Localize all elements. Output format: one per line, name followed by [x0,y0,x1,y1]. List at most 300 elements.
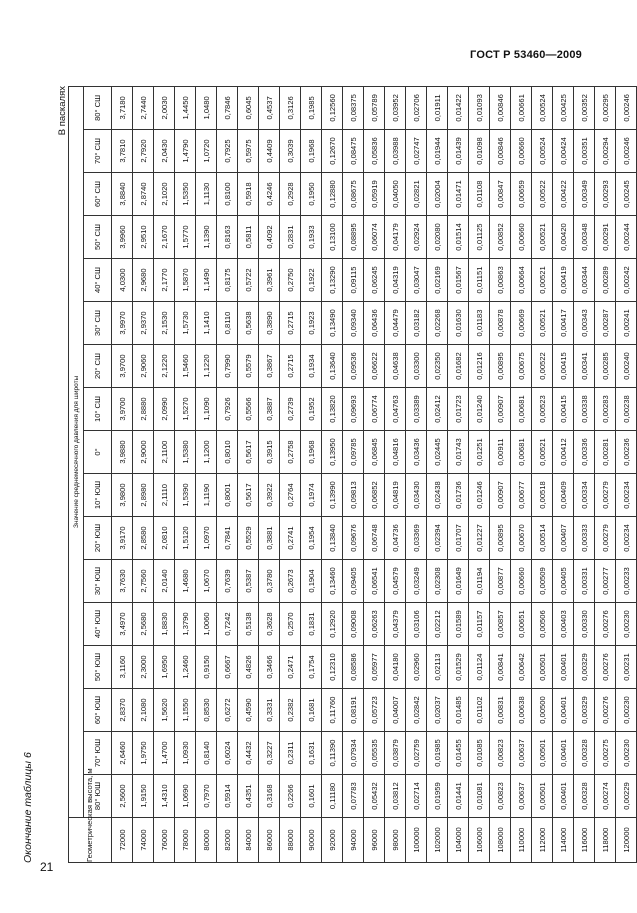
pressure-cell: 0,01736 [448,474,469,517]
pressure-cell: 0,4092 [259,216,280,259]
pressure-cell: 0,00236 [616,431,637,474]
pressure-cell: 0,01102 [469,689,490,732]
pressure-cell: 0,00276 [595,603,616,646]
pressure-cell: 0,3961 [259,259,280,302]
pressure-cell: 0,4246 [259,173,280,216]
pressure-cell: 2,0990 [154,388,175,431]
pressure-cell: 0,2739 [280,388,301,431]
pressure-cell: 0,01151 [469,259,490,302]
pressure-cell: 0,2673 [280,560,301,603]
pressure-cell: 0,12310 [322,646,343,689]
pressure-cell: 0,00524 [532,86,553,129]
pressure-cell: 0,00294 [595,130,616,173]
pressure-cell: 0,01723 [448,388,469,431]
pressure-cell: 2,0430 [154,130,175,173]
table-row [364,86,385,862]
pressure-cell: 0,5617 [238,474,259,517]
pressure-cell: 0,00514 [532,517,553,560]
pressure-cell: 0,00338 [574,388,595,431]
pressure-cell: 0,01251 [469,431,490,474]
pressure-cell: 0,05836 [364,130,385,173]
pressure-cell: 0,01125 [469,216,490,259]
pressure-cell: 0,00637 [511,775,532,818]
pressure-cell: 0,06774 [364,388,385,431]
table-row [301,86,322,862]
pressure-cell: 0,04379 [385,603,406,646]
pressure-cell: 0,9150 [196,646,217,689]
pressure-cell: 1,1390 [196,216,217,259]
pressure-cell: 0,2831 [280,216,301,259]
pressure-cell: 0,7639 [217,560,238,603]
pressure-cell: 1,5460 [175,345,196,388]
pressure-cell: 0,13100 [322,216,343,259]
pressure-cell: 0,11180 [322,775,343,818]
table-row [322,86,343,862]
pressure-cell: 2,1530 [154,302,175,345]
pressure-cell: 0,00329 [574,689,595,732]
pressure-cell: 0,00911 [490,431,511,474]
pressure-cell: 0,05977 [364,646,385,689]
pressure-cell: 2,1100 [154,431,175,474]
height-cell: 86000 [259,818,280,863]
pressure-cell: 1,5620 [154,689,175,732]
table-row [469,86,490,862]
pressure-cell: 2,7440 [133,86,154,129]
pressure-cell: 0,01194 [469,560,490,603]
pressure-cell: 0,00660 [511,560,532,603]
pressure-cell: 0,01246 [469,474,490,517]
pressure-cell: 1,5350 [175,173,196,216]
pressure-cell: 0,00420 [553,216,574,259]
pressure-cell: 0,00328 [574,732,595,775]
pressure-cell: 0,02842 [406,689,427,732]
table-row [574,86,595,862]
pressure-cell: 0,00907 [490,388,511,431]
pressure-cell: 0,13290 [322,259,343,302]
pressure-cell: 0,01422 [448,86,469,129]
pressure-cell: 0,4537 [259,86,280,129]
pressure-cell: 0,01157 [469,603,490,646]
height-cell: 106000 [469,818,490,863]
pressure-cell: 0,4409 [259,130,280,173]
pressure-cell: 2,1020 [154,173,175,216]
pressure-cell: 0,00637 [511,732,532,775]
pressure-cell: 0,03300 [406,345,427,388]
height-cell: 88000 [280,818,301,863]
pressure-cell: 3,9970 [112,302,133,345]
pressure-cell: 0,00675 [511,345,532,388]
pressure-cell: 0,00246 [616,86,637,129]
pressure-cell: 0,00334 [574,474,595,517]
pressure-cell: 0,6024 [217,732,238,775]
pressure-cell: 0,02113 [427,646,448,689]
pressure-cell: 0,2715 [280,345,301,388]
pressure-cell: 1,9150 [133,775,154,818]
pressure-cell: 0,00336 [574,431,595,474]
pressure-cell: 0,00412 [553,431,574,474]
pressure-cell: 0,00281 [595,431,616,474]
pressure-cell: 3,9960 [112,216,133,259]
pressure-cell: 0,00330 [574,603,595,646]
pressure-cell: 0,01455 [448,732,469,775]
pressure-cell: 0,00348 [574,216,595,259]
pressure-cell: 0,00283 [595,388,616,431]
pressure-cell: 0,03988 [385,130,406,173]
pressure-cell: 0,00245 [616,173,637,216]
pressure-cell: 0,11390 [322,732,343,775]
column-header: 50° ЮШ [84,646,112,689]
pressure-cell: 0,09813 [343,474,364,517]
pressure-cell: 0,00501 [532,646,553,689]
column-header: 40° СШ [84,259,112,302]
pressure-cell: 0,00274 [595,775,616,818]
height-cell: 120000 [616,818,637,863]
column-header: 50° СШ [84,216,112,259]
pressure-cell: 0,05919 [364,173,385,216]
pressure-cell: 0,01944 [427,130,448,173]
pressure-cell: 2,9510 [133,216,154,259]
pressure-cell: 0,00522 [532,345,553,388]
pressure-cell: 0,3915 [259,431,280,474]
pressure-cell: 1,1550 [175,689,196,732]
pressure-cell: 0,5975 [238,130,259,173]
pressure-cell: 0,03369 [406,517,427,560]
pressure-cell: 2,5680 [133,603,154,646]
pressure-cell: 0,00521 [532,302,553,345]
pressure-cell: 0,00242 [616,259,637,302]
pressure-cell: 3,9700 [112,345,133,388]
pressure-cell: 2,0810 [154,517,175,560]
pressure-cell: 0,01098 [469,130,490,173]
pressure-cell: 1,0060 [196,603,217,646]
pressure-cell: 0,00878 [490,302,511,345]
pressure-cell: 0,00863 [490,259,511,302]
pressure-cell: 0,00417 [553,302,574,345]
pressure-cell: 1,9750 [133,732,154,775]
pressure-cell: 0,00681 [511,431,532,474]
pressure-cell: 1,5730 [175,302,196,345]
pressure-cell: 0,00523 [532,388,553,431]
pressure-cell: 0,00343 [574,302,595,345]
pressure-cell: 0,5579 [238,345,259,388]
pressure-cell: 0,05789 [364,86,385,129]
pressure-cell: 0,2311 [280,732,301,775]
pressure-cell: 0,5529 [238,517,259,560]
pressure-cell: 1,5120 [175,517,196,560]
pressure-cell: 0,00651 [511,603,532,646]
table-row [553,86,574,862]
pressure-cell: 0,00425 [553,86,574,129]
pressure-cell: 1,4310 [154,775,175,818]
column-header: 80° ЮШ [84,775,112,818]
pressure-cell: 2,9000 [133,431,154,474]
pressure-cell: 0,00681 [511,388,532,431]
table-row [196,86,217,862]
pressure-cell: 0,00877 [490,560,511,603]
pressure-cell: 1,1090 [196,388,217,431]
column-header: 40° ЮШ [84,603,112,646]
pressure-cell: 1,1410 [196,302,217,345]
pressure-cell: 0,01567 [448,259,469,302]
pressure-cell: 0,03812 [385,775,406,818]
height-cell: 102000 [427,818,448,863]
table-row [133,86,154,862]
pressure-cell: 3,7630 [112,560,133,603]
pressure-cell: 0,08375 [343,86,364,129]
pressure-cell: 1,5270 [175,388,196,431]
pressure-cell: 0,8100 [217,173,238,216]
pressure-cell: 0,5138 [238,603,259,646]
pressure-cell: 0,00352 [574,86,595,129]
pressure-cell: 2,6460 [112,732,133,775]
pressure-cell: 0,00279 [595,517,616,560]
pressure-cell: 0,00401 [553,775,574,818]
pressure-cell: 1,0970 [196,517,217,560]
pressure-cell: 0,00289 [595,259,616,302]
pressure-cell: 0,02308 [427,560,448,603]
height-cell: 78000 [175,818,196,863]
pressure-cell: 0,02169 [427,259,448,302]
pressure-cell: 0,00285 [595,345,616,388]
pressure-cell: 0,1985 [301,86,322,129]
height-cell: 74000 [133,818,154,863]
pressure-cell: 0,3881 [259,517,280,560]
pressure-cell: 0,00522 [532,173,553,216]
pressure-cell: 0,01240 [469,388,490,431]
pressure-cell: 0,13990 [322,474,343,517]
table-row [616,86,637,862]
pressure-cell: 0,00234 [616,517,637,560]
pressure-cell: 0,8001 [217,474,238,517]
height-cell: 100000 [406,818,427,863]
pressure-cell: 0,00841 [490,646,511,689]
pressure-cell: 0,01216 [469,345,490,388]
pressure-cell: 0,00524 [532,130,553,173]
pressure-cell: 0,4590 [238,689,259,732]
table-row [343,86,364,862]
pressure-cell: 0,00328 [574,775,595,818]
pressure-cell: 1,4790 [175,130,196,173]
table-row [490,86,511,862]
pressure-cell: 2,1080 [133,689,154,732]
pressure-cell: 2,9060 [133,345,154,388]
pressure-cell: 1,1220 [196,345,217,388]
pressure-cell: 0,05723 [364,689,385,732]
pressure-cell: 0,00677 [511,474,532,517]
rotated-table-area [14,83,631,863]
pressure-cell: 0,01081 [469,775,490,818]
table-row [511,86,532,862]
pressure-cell: 0,00291 [595,216,616,259]
pressure-cell: 2,8880 [133,388,154,431]
pressure-cell: 0,8110 [217,302,238,345]
pressure-cell: 0,00852 [490,216,511,259]
pressure-cell: 0,3331 [259,689,280,732]
pressure-cell: 0,1904 [301,560,322,603]
pressure-cell: 0,06541 [364,560,385,603]
pressure-cell: 0,09676 [343,517,364,560]
pressure-cell: 2,9370 [133,302,154,345]
pressure-cell: 0,00275 [595,732,616,775]
pressure-cell: 1,5770 [175,216,196,259]
pressure-cell: 0,00670 [511,517,532,560]
pressure-cell: 0,06263 [364,603,385,646]
pressure-cell: 0,08675 [343,173,364,216]
pressure-cell: 0,8530 [196,689,217,732]
pressure-cell: 0,07783 [343,775,364,818]
pressure-cell: 0,00241 [616,302,637,345]
pressure-cell: 3,1160 [112,646,133,689]
height-cell: 112000 [532,818,553,863]
pressure-cell: 0,01441 [448,775,469,818]
table-row [427,86,448,862]
pressure-cell: 0,1968 [301,130,322,173]
pressure-cell: 0,7846 [217,86,238,129]
pressure-cell: 0,00638 [511,689,532,732]
standard-header: ГОСТ Р 53460—2009 [470,49,582,61]
pressure-cell: 0,00331 [574,560,595,603]
pressure-cell: 0,2266 [280,775,301,818]
pressure-cell: 1,0690 [175,775,196,818]
pressure-cell: 0,5638 [238,302,259,345]
pressure-cell: 0,00847 [490,173,511,216]
pressure-cell: 1,4700 [154,732,175,775]
table-row [154,86,175,862]
pressure-cell: 0,11760 [322,689,343,732]
pressure-cell: 0,01911 [427,86,448,129]
pressure-cell: 0,00403 [553,603,574,646]
pressure-cell: 0,7990 [217,345,238,388]
pressure-cell: 0,03879 [385,732,406,775]
pressure-cell: 3,8840 [112,173,133,216]
pressure-cell: 0,2570 [280,603,301,646]
pressure-cell: 0,00240 [616,345,637,388]
pressure-cell: 2,5600 [112,775,133,818]
pressure-cell: 0,00230 [616,689,637,732]
pressure-cell: 0,00409 [553,474,574,517]
pressure-cell: 0,1923 [301,302,322,345]
pressure-cell: 0,00351 [574,130,595,173]
pressure-cell: 0,02412 [427,388,448,431]
group-header: Значение среднемесячного давления для широты [69,86,84,817]
pressure-cell: 0,1922 [301,259,322,302]
pressure-cell: 0,00857 [490,603,511,646]
pressure-cell: 3,9800 [112,474,133,517]
pressure-cell: 1,0930 [175,732,196,775]
pressure-cell: 0,1950 [301,173,322,216]
pressure-cell: 0,01682 [448,345,469,388]
pressure-cell: 0,02747 [406,130,427,173]
pressure-cell: 0,00231 [616,646,637,689]
column-header: 60° ЮШ [84,689,112,732]
height-cell: 82000 [217,818,238,863]
pressure-cell: 0,00642 [511,646,532,689]
table-row [406,86,427,862]
pressure-cell: 0,00401 [553,646,574,689]
pressure-cell: 0,06245 [364,259,385,302]
height-cell: 118000 [595,818,616,863]
pressure-cell: 0,00907 [490,474,511,517]
pressure-cell: 0,07934 [343,732,364,775]
pressure-cell: 0,09785 [343,431,364,474]
pressure-cell: 0,4432 [238,732,259,775]
pressure-cell: 0,00230 [616,732,637,775]
pressure-cell: 0,13460 [322,560,343,603]
pressure-cell: 2,7560 [133,560,154,603]
pressure-cell: 1,2460 [175,646,196,689]
pressure-cell: 0,5914 [217,775,238,818]
pressure-cell: 0,00895 [490,345,511,388]
pressure-cell: 0,09340 [343,302,364,345]
column-header: 10° СШ [84,388,112,431]
height-cell: 96000 [364,818,385,863]
pressure-cell: 0,2750 [280,259,301,302]
pressure-cell: 1,0480 [196,86,217,129]
pressure-cell: 0,04638 [385,345,406,388]
pressure-cell: 0,00401 [553,732,574,775]
pressure-cell: 0,08895 [343,216,364,259]
pressure-cell: 0,08191 [343,689,364,732]
pressure-cell: 3,7180 [112,86,133,129]
pressure-cell: 0,2758 [280,431,301,474]
pressure-table [68,86,637,863]
table-row [259,86,280,862]
height-cell: 108000 [490,818,511,863]
pressure-cell: 0,03436 [406,431,427,474]
column-header: 10° ЮШ [84,474,112,517]
column-header: 30° СШ [84,302,112,345]
pressure-cell: 0,02924 [406,216,427,259]
pressure-cell: 0,00230 [616,603,637,646]
pressure-cell: 0,04050 [385,173,406,216]
pressure-cell: 1,1490 [196,259,217,302]
pressure-cell: 0,00333 [574,517,595,560]
pressure-cell: 0,00244 [616,216,637,259]
height-cell: 104000 [448,818,469,863]
column-headers [84,86,112,862]
pressure-cell: 0,00669 [511,302,532,345]
pressure-cell: 0,5811 [238,216,259,259]
pressure-cell: 0,04319 [385,259,406,302]
pressure-cell: 0,00279 [595,474,616,517]
table-row [595,86,616,862]
pressure-cell: 0,00407 [553,517,574,560]
table-row [217,86,238,862]
pressure-cell: 0,02394 [427,517,448,560]
pressure-cell: 0,01985 [427,732,448,775]
pressure-cell: 0,3780 [259,560,280,603]
pressure-cell: 0,03182 [406,302,427,345]
pressure-cell: 2,0030 [154,86,175,129]
pressure-cell: 0,06852 [364,474,385,517]
pressure-cell: 2,8980 [133,474,154,517]
height-cell: 114000 [553,818,574,863]
pressure-cell: 0,01707 [448,517,469,560]
pressure-cell: 0,06436 [364,302,385,345]
pressure-cell: 3,7810 [112,130,133,173]
pressure-cell: 0,04179 [385,216,406,259]
pressure-cell: 0,03106 [406,603,427,646]
pressure-cell: 1,0720 [196,130,217,173]
column-header: 70° СШ [84,130,112,173]
pressure-cell: 0,8163 [217,216,238,259]
pressure-cell: 0,1754 [301,646,322,689]
pressure-cell: 0,00424 [553,130,574,173]
pressure-cell: 0,00518 [532,474,553,517]
pressure-cell: 0,00344 [574,259,595,302]
pressure-cell: 0,00276 [595,689,616,732]
pressure-cell: 0,5387 [238,560,259,603]
